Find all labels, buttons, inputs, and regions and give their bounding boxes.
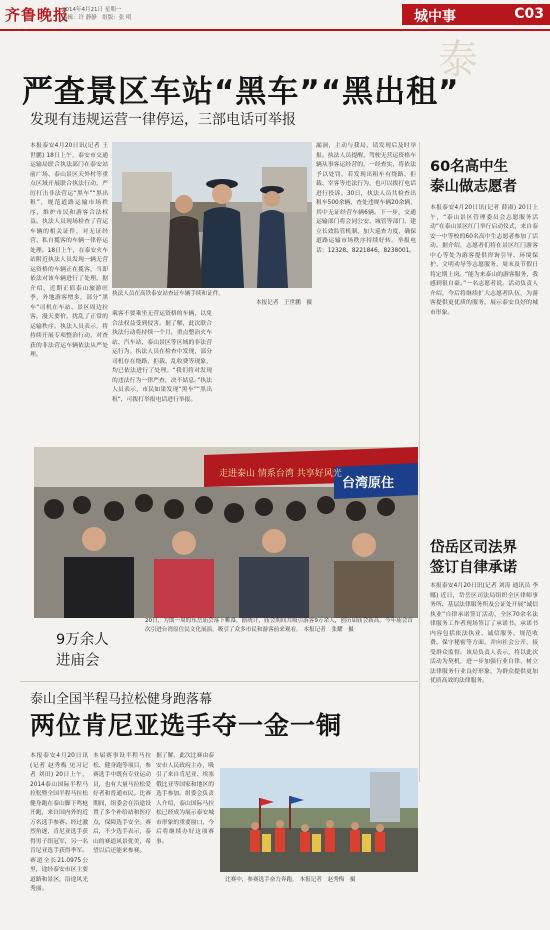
masthead-rule: [0, 29, 550, 31]
temple-fair-illustration: [34, 447, 418, 618]
lead-photo-credit: 本报记者 王世鹏 摄: [256, 300, 312, 306]
lead-column-3: 漏洞，主动与我局，请发现后及时举报。执法人员提醒，驾驶无营运资格车辆从事客运经营的，一经查实，将依法予以处罚。若发现出租车有绕路、拒载、宰客等违法行为，也可以拨打电话进行投诉。30日，执法人员共检查出租车500余辆，查处违规车辆20余辆，其中无证经营车辆6辆。下一步，交通运输部门将会同公安、城管等部门，建立长效监管机制，加大巡查力度，确保道路运输市场秩序持续好转。举报电话：12328、8221846、8238001。: [316, 143, 416, 254]
decorative-seal-character: 泰: [438, 37, 478, 83]
issue-weekday: 星期一: [104, 7, 122, 13]
temple-fair-photo: [34, 447, 418, 618]
marathon-photo: [220, 768, 418, 872]
sidebar1-title-line2: 泰山做志愿者: [430, 179, 517, 195]
temple-fair-label-line2: 进庙会: [56, 653, 100, 669]
marathon-column-1: 本报泰安4月20日讯(记者 赵秀梅 见习记者 刘田) 20日上午，2014泰山国际半程马拉松暨全国半程马拉松健身跑在泰山脚下鸣枪开跑，来自国内外的近万名选手参赛。经过激烈角逐，肯尼亚选手获得男子组冠军，另一名肯尼亚选手获得季军。赛道全长21.0975公里，途经泰安市区主要道路和景区，沿途风光秀丽。: [30, 753, 88, 892]
sidebar1-body: 本报泰安4月20日讯(记者 薛淑) 20日上午，“泰山景区管理委员会志愿服务活动”在泰山景区红门举行启动仪式，来自泰安一中等校的60名高中生志愿者参加了活动。据介绍，志愿者们将在景区红门游客中心等处为游客提供咨询引导、环境保护、文明劝导等志愿服务，周末及节假日将定期上岗。“能为来泰山的游客服务，我感到很自豪。”一名志愿者说。活动负责人介绍，今后将继续扩大志愿者队伍，为游客提供更优质的服务，展示泰安良好的城市形象。: [430, 205, 538, 316]
lead-column-1: 本报泰安4月20日讯(记者 王世鹏) 18日上午，泰安市交通运输局联合执法部门在泰安站前广场、泰山景区天外村等重点区域开展联合执法行动，严厉打击非法营运“黑车”“黑出租”，规范道路运输市场秩序，维护市民和游客合法权益。执法人员现场检查了营运车辆的相关证件，对无证经营、私自揽客的车辆一律停运处理。18日上午，在泰安火车站附近执法人员发现一辆无营运资格的车辆正在揽客，当即依法对该车辆进行了处理。据介绍，近期正值泰山旅游旺季，外地游客增多，部分“黑车”司机在车站、景区周边拉客，漫天要价，扰乱了正常的运输秩序。执法人员表示，将持续开展专项整治行动，对查获的非法营运车辆依法从严处理。: [30, 143, 108, 358]
lead-photo-illustration: [112, 142, 312, 288]
marathon-illustration: [220, 768, 418, 872]
marathon-caption-credit: 本报记者 赵秀梅 摄: [299, 877, 356, 883]
marathon-caption: [225, 876, 420, 885]
sidebar2-body: 本报泰安4月20日讯(记者 刘涛 通讯员 李娜) 近日，岱岳区司法局组织全区律师事务所、基层法律服务所及公证处开展“诚信执业”自律承诺签订活动，全区70余名法律服务工作者现场签订了承诺书。承诺书内容包括依法执业、诚信服务、规范收费、保守秘密等方面，并向社会公开，接受群众监督。该局负责人表示，将以此次活动为契机，进一步加强行业自律，树立法律服务行业良好形象，为群众提供更加优质高效的法律服务。: [430, 583, 538, 684]
marathon-column-2: 本届赛事设半程马拉松、健身跑等项目，参赛选手中既有专业运动员，也有大量马拉松爱好者和普通市民。比赛期间，组委会在沿途设置了多个补给站和医疗点，保障选手安全。赛后，不少选手表示，泰山的赛道风景优美，希望以后还能来参赛。: [93, 753, 151, 854]
temple-fair-caption: [145, 617, 417, 635]
issue-editors: 编辑：许 静静 组版：张 明: [62, 15, 132, 21]
temple-fair-banner-1: 走进泰山 情系台湾 共享好风光: [219, 469, 342, 479]
lead-photo-caption-text: 执法人员在高铁泰安站查证车辆手续和证件。: [112, 291, 224, 297]
lead-headline: 严查景区车站“黑车”“黑出租”: [22, 74, 460, 110]
issue-meta: [62, 6, 132, 22]
issue-date: 2014年4月21日: [62, 7, 103, 13]
lead-column-2: 乘客不要乘坐无营运资格的车辆，以免合法权益受到侵害。据了解，此次联合执法行动将持续一个月，重点整治火车站、汽车站、泰山景区等区域的非法营运行为。执法人员在检查中发现，部分司机存在绕路、拒载、乱收费等现象，均已依法进行了处理。“我们将对发现的违法行为一律严查，决不姑息。”执法人员表示，市民如果发现“黑车”“黑出租”，可拨打举报电话进行举报。: [112, 311, 212, 403]
section-title: 城中事: [414, 9, 456, 25]
sidebar1-title-line1: 60名高中生: [430, 159, 509, 175]
page-number: C03: [514, 6, 544, 22]
lead-photo-caption: [112, 290, 312, 308]
temple-fair-label: [56, 630, 109, 672]
marathon-kicker: 泰山全国半程马拉松健身跑落幕: [30, 692, 213, 707]
lead-subhead: 发现有违规运营一律停运，三部电话可举报: [30, 112, 296, 128]
marathon-column-3: 据了解，此次比赛由泰安市人民政府主办，吸引了来自肯尼亚、埃塞俄比亚等国家和地区的选手参加。组委会负责人介绍，泰山国际马拉松已经成为展示泰安城市形象的重要窗口，今后将继续办好这项赛事。: [156, 753, 214, 845]
temple-fair-banner-2: 台湾原住: [342, 476, 395, 491]
sidebar2-title-line2: 签订自律承诺: [430, 560, 517, 576]
newspaper-logo: 齐鲁晚报: [5, 6, 70, 24]
temple-fair-label-line1: 9万余人: [56, 632, 109, 648]
marathon-headline: 两位肯尼亚选手夺一金一铜: [30, 711, 343, 740]
lead-photo: [112, 142, 312, 288]
sidebar1-title: [430, 157, 517, 197]
sidebar2-title: [430, 538, 517, 578]
masthead: [0, 0, 550, 30]
sidebar2-title-line1: 岱岳区司法界: [430, 540, 517, 556]
marathon-caption-text: 比赛中，参赛选手奋力奔跑。: [225, 877, 298, 883]
section-banner: [402, 4, 550, 25]
section-divider: [20, 681, 418, 682]
temple-fair-caption-credit: 本报记者 张耀 摄: [303, 627, 354, 633]
sidebar-divider: [419, 142, 420, 782]
temple-fair-caption-text: 20日，为期一周的东岳庙会落下帷幕。据统计，庙会期间共吸引游客9万余人，创历届庙会新高。今年庙会首次引进台湾原住民文化展演，吸引了众多市民和游客前来观看。: [145, 618, 413, 633]
